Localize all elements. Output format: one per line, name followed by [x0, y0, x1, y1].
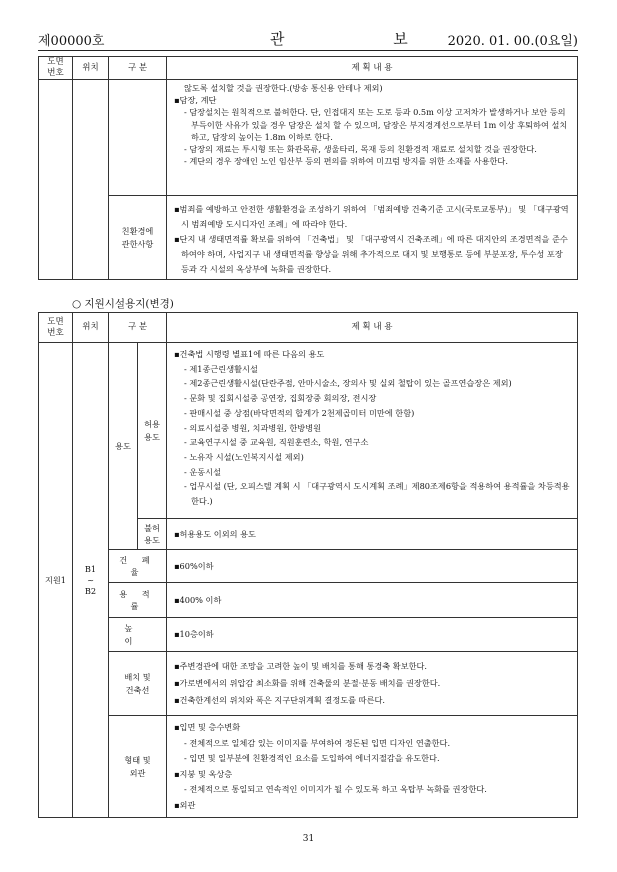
layout-row [39, 652, 578, 716]
page-header [38, 28, 578, 48]
allowed-item: - 문화 및 집회시설중 공연장, 집회장중 회의장, 전시장 [184, 393, 377, 404]
height-label: 높 이 [109, 618, 167, 652]
header-location: 위치 [73, 313, 109, 343]
use-label: 용도 [109, 343, 138, 550]
eco-label: 친환경에 관한사항 [109, 196, 167, 280]
eco-row [39, 196, 578, 280]
bcr-value: ▪60%이하 [174, 560, 214, 571]
height-content [167, 618, 578, 652]
form-item: - 전체적으로 통일되고 연속적인 이미지가 될 수 있도록 하고 옥탑부 녹화를 권장한다. [184, 784, 487, 794]
header-location: 위치 [73, 57, 109, 80]
header-category: 구 분 [109, 57, 167, 80]
layout-item: ▪가로변에서의 위압감 최소화를 위해 건축물의 분절·분동 배치를 권장한다. [174, 678, 441, 688]
allowed-item: - 업무시설 (단, 오피스텔 계획 시 「대구광역시 도시계획 조례」제80조제6항을 적용하여 용적률을 차등적용한다.) [184, 481, 570, 507]
allowed-item: - 운동시설 [184, 466, 222, 477]
form-item: ▪지붕 및 옥상층 [174, 768, 233, 779]
header-category: 구 분 [109, 313, 167, 343]
form-item: ▪외관 [174, 799, 196, 810]
header-rule [38, 50, 578, 51]
fence-item: - 계단의 경우 장애인 노인 임산부 등의 편의를 위하여 미끄럼 방지를 위한 소재를 사용한다. [184, 156, 508, 167]
page-number: 31 [302, 834, 315, 844]
issue-date: 2020. 01. 00.(0요일) [447, 34, 578, 49]
allowed-item: - 교육연구시설 중 교육원, 직원훈련소, 학원, 연구소 [184, 437, 369, 448]
far-row [39, 583, 578, 618]
far-label: 용 적 률 [109, 583, 167, 618]
form-item: - 입면 및 일부분에 친환경적인 요소를 도입하여 에너지절감을 유도한다. [184, 753, 440, 763]
height-row [39, 618, 578, 652]
form-row [39, 716, 578, 818]
fence-title: ▪담장, 계단 [174, 95, 217, 106]
disallowed-use-content [167, 519, 578, 550]
allowed-item: - 노유자 시설(노인복지시설 제외) [184, 451, 304, 462]
eco-item: ▪단지 내 생태면적률 확보를 위하여 「건축법」 및 「대구광역시 건축조례」에 따른 대지안의 조경면적을 준수하여야 하며, 사업지구 내 생태면적률 향상을 위해 추가적으로 대지 및 보행통로 등에 부분포장, 투수성 포장 등과 각 시설의 옥상부에 녹화를 권장한다. [174, 234, 568, 274]
table2-header-row [39, 313, 578, 343]
disallowed-text: ▪허용용도 이외의 용도 [174, 528, 256, 539]
disallowed-use-label: 불허 용도 [138, 519, 167, 550]
header-zone-no: 도면 번호 [39, 57, 73, 80]
form-content [167, 716, 578, 818]
form-item: ▪입면 및 층수변화 [174, 722, 241, 732]
far-value: ▪400% 이하 [174, 594, 222, 605]
fence-row [39, 80, 578, 196]
form-label: 형태 및 외관 [109, 716, 167, 818]
far-content [167, 583, 578, 618]
allowed-use-label: 허용 용도 [138, 343, 167, 519]
header-content: 제 획 내 용 [167, 313, 578, 343]
form-item: - 전체적으로 일체감 있는 이미지를 부여하여 정돈된 입면 디자인 연출한다. [184, 737, 451, 748]
zone-cell-empty [39, 80, 73, 280]
eco-item: ▪범죄를 예방하고 안전한 생활환경을 조성하기 위하여 「범죄예방 건축기준 고시(국토교통부)」 및 「대구광역시 범죄예방 도시디자인 조례」에 따라야 한다. [174, 204, 569, 229]
location-cell-empty [73, 80, 109, 280]
bcr-row [39, 550, 578, 583]
layout-item: ▪주변경관에 대한 조망을 고려한 높이 및 배치를 통해 통경축 확보한다. [174, 661, 428, 671]
section-title: ○ 지원시설용지(변경) [72, 298, 174, 310]
allowed-item: - 제1종근린생활시설 [184, 363, 258, 374]
eco-content [167, 196, 578, 280]
zone-number: 지원1 [39, 343, 73, 818]
allowed-item: - 제2종근린생활시설(단란주점, 안마시술소, 장의사 및 실외 철탑이 있는 골프연습장은 제외) [184, 378, 512, 389]
category-cell-empty [109, 80, 167, 196]
issue-number: 제00000호 [38, 34, 105, 49]
fence-content [167, 80, 578, 196]
layout-item: ▪건축한계선의 위치와 폭은 지구단위계획 결정도를 따른다. [174, 695, 385, 705]
support-facility-table [38, 312, 578, 818]
gazette-title: 관 보 [270, 30, 460, 48]
fence-item: - 담장설치는 원칙적으로 불허한다. 단, 인접대지 또는 도로 등과 0.5m 이상 고저차가 발생하거나 보안 등의 부득이한 사유가 있을 경우 담장은 설치 할 수 있으며, 담장은 부지경계선으로부터 1m 이상 후퇴하여 설치하고, 담장의 높이는 1.8m 이하로 한다. [184, 107, 568, 142]
pre-line: 않도록 설치할 것을 권장한다.(방송 통신용 안테나 제외) [184, 83, 383, 93]
allowed-item: ▪건축법 시행령 별표1에 따른 다음의 용도 [174, 349, 325, 359]
allowed-item: - 판매시설 중 상점(바닥면적의 합계가 2천제곱미터 미만에 한함) [184, 407, 415, 418]
header-content: 제 획 내 용 [167, 57, 578, 80]
plan-table-continued [38, 56, 578, 280]
header-zone-no: 도면 번호 [39, 313, 73, 343]
table1-header-row [39, 57, 578, 80]
allowed-use-row [39, 343, 578, 519]
allowed-item: - 의료시설중 병원, 치과병원, 한방병원 [184, 422, 322, 433]
height-value: ▪10층이하 [174, 629, 214, 640]
bcr-label: 건 폐 율 [109, 550, 167, 583]
allowed-use-content [167, 343, 578, 519]
fence-item: - 담장의 재료는 투시형 또는 화관목류, 생울타리, 목재 등의 친환경적 재료로 설치할 것을 권장한다. [184, 144, 537, 155]
layout-content [167, 652, 578, 716]
bcr-content [167, 550, 578, 583]
layout-label: 배치 및 건축선 [109, 652, 167, 716]
location-range: B1 ~ B2 [73, 343, 109, 818]
